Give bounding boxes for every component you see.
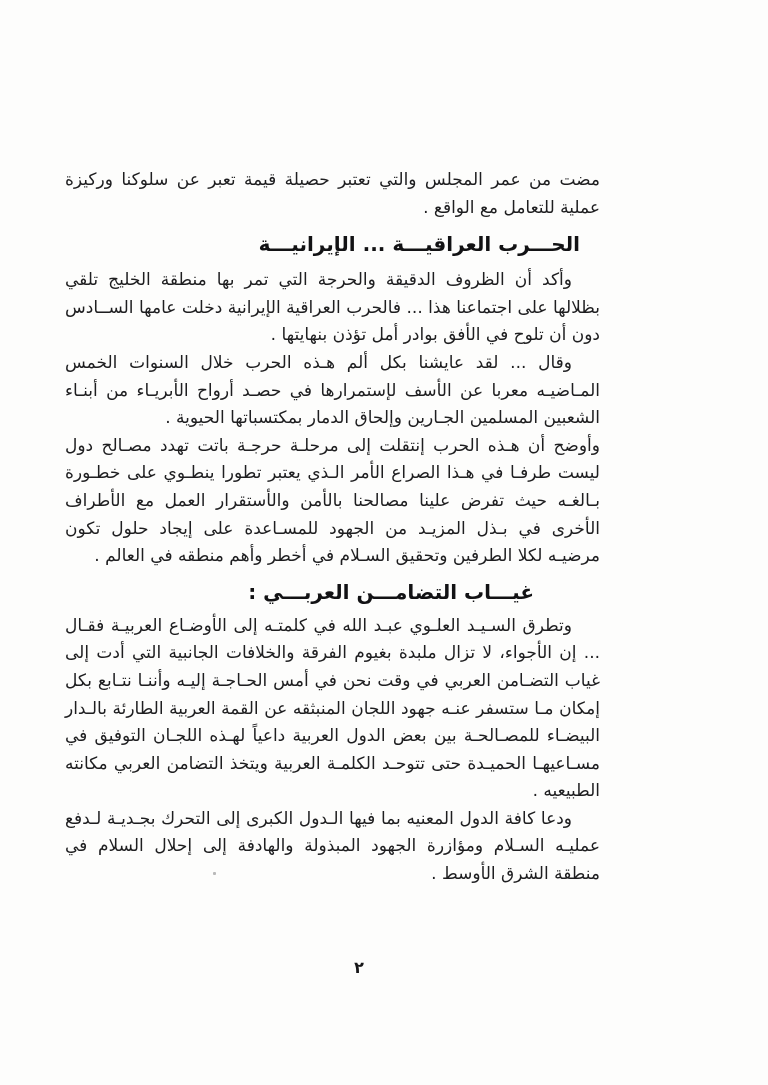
paragraph-call-to-major-powers: ودعا كافة الدول المعنيه بما فيها الـدول الكبرى إلى التحرك بجـديـة لـدفع عمليـه السـلام ومؤازرة الجهود المبذولة والهادفة إلى إحلال السلام في منطقة الشرق الأوسط .	[65, 808, 600, 885]
paragraph-war-critical-stage: وأوضح أن هـذه الحرب إنتقلت إلى مرحلـة حرجـة باتت تهدد مصـالح دول ليست طرفـا في هـذا الصراع الأمر الـذي يعتبر تطورا ينطـوي على خطـورة بـالغـه حيث تفرض علينا مصالحنا بالأمن والأستقرار العمل مع الأطراف الأخرى في بـذل المزيـد من الجهود للمسـاعدة على إيجاد حلول تكون مرضيـه لكلا الطرفين وتحقيق السـلام في أخطر وأهم منطقه في العالم .	[65, 435, 600, 567]
paragraph-arab-situation: وتطرق السـيـد العلـوي عبـد الله في كلمتـه إلى الأوضـاع العربيـة فقـال ... إن الأجواء، لا تزال ملبدة بغيوم الفرقة والخلافات الجانبية التي أدت إلى غياب التضـامن العربي في وقت نحن في أمس الحـاجـة إليـه وأننـا نتـابع بكل إمكان مـا ستسفر عنـه جهود اللجان المنبثقه عن القمة العربية الطارئة بالـدار البيضـاء للمصـالحـة بين بعض الدول العربية داعياً لهـذه اللجـان التوفيق في مسـاعيهـا الحميـدة حتى تتوحـد الكلمـة العربية ويتخذ التضامن العربي مكانته الطبيعيه .	[65, 615, 600, 802]
section-heading-arab-solidarity: غيـــاب التضامـــن العربـــي :	[248, 579, 534, 604]
paragraph-gulf-circumstances: وأكد أن الظروف الدقيقة والحرجة التي تمر بها منطقة الخليج تلقي بظلالها على اجتماعنا هذا ... فالحرب العراقية الإيرانية دخلت عامها الســادس دون أن تلوح في الأفق بوادر أمل تؤذن بنهايتها .	[65, 270, 600, 346]
page-number: ٢	[354, 958, 364, 977]
document-text-block	[65, 167, 600, 889]
intro-paragraph: مضت من عمر المجلس والتي تعتبر حصيلة قيمة تعبر عن سلوكنا وركيزة عملية للتعامل مع الواقع .	[65, 170, 600, 218]
section-heading-iraq-iran-war: الحـــرب العراقيـــة ... الإيرانيـــة	[258, 232, 580, 257]
paragraph-war-suffering: وقال ... لقد عايشنا بكل ألم هـذه الحرب خلال السنوات الخمس المـاضيـه معربا عن الأسف لإستمرارها في حصـد أرواح الأبريـاء من أبنـاء الشعبين المسلمين الجـارين وإلحاق الدمار بمكتسباتها الحيوية .	[65, 352, 600, 429]
scan-artifact-speck	[213, 872, 216, 875]
